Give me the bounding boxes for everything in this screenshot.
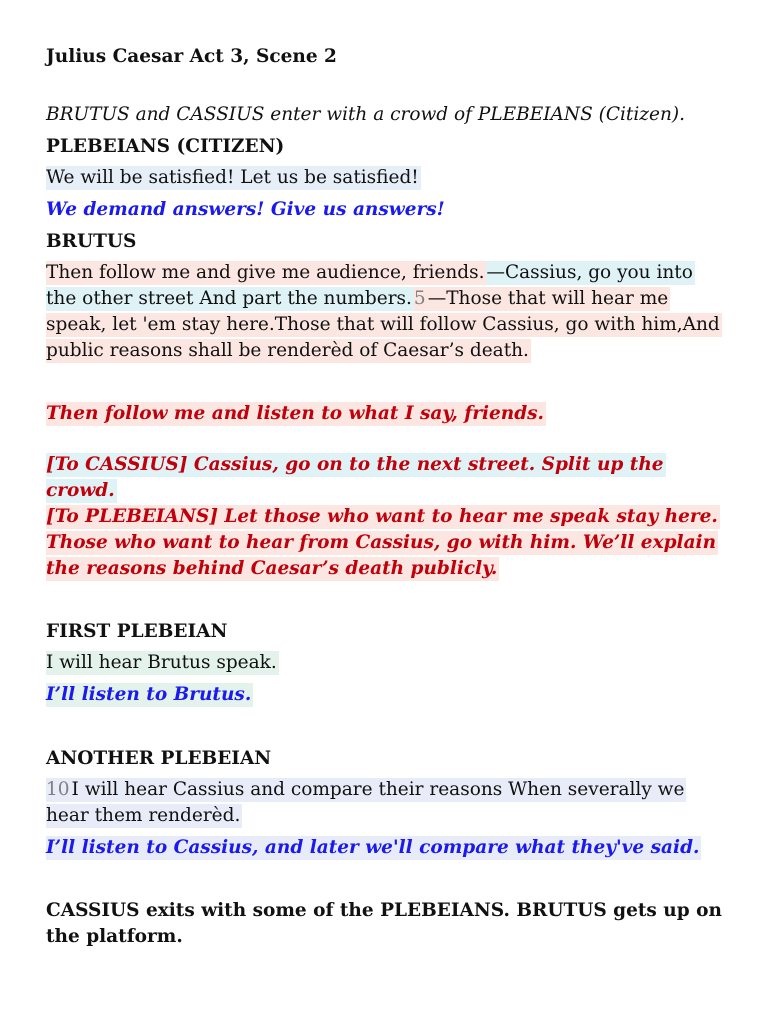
- speaker-plebeians: PLEBEIANS (CITIZEN): [46, 136, 285, 157]
- brutus-modern-paragraph-1: [46, 401, 546, 427]
- speaker-another-plebeian: ANOTHER PLEBEIAN: [46, 748, 272, 769]
- speaker-first-plebeian: FIRST PLEBEIAN: [46, 621, 228, 642]
- brutus-modern-paragraph-3: [46, 504, 721, 582]
- plebeians-original-line: [46, 165, 421, 191]
- brutus-original-part1: Then follow me and give me audience, friends.: [46, 262, 485, 283]
- brutus-original-part3: —Those that will hear me speak, let 'em stay here.Those that will follow Cassius, go with him,And public reasons shall be renderèd of Caesar’s death.: [46, 288, 720, 361]
- another-plebeian-original-text: I will hear Cassius and compare their reasons When severally we hear them renderèd.: [46, 779, 685, 826]
- brutus-modern-text-3: [To PLEBEIANS] Let those who want to hear me speak stay here. Those who want to hear from Cassius, go with him. We’ll explain the reasons behind Caesar’s death publicly.: [46, 506, 718, 579]
- another-plebeian-modern-text: I’ll listen to Cassius, and later we'll compare what they've said.: [46, 837, 700, 858]
- speaker-brutus: BRUTUS: [46, 231, 137, 252]
- first-plebeian-modern-text: I’ll listen to Brutus.: [46, 684, 252, 705]
- brutus-original-speech: [46, 260, 726, 364]
- plebeians-original-text: We will be satisfied! Let us be satisfied!: [46, 167, 419, 188]
- brutus-line-number: 5: [413, 288, 426, 309]
- page-title: Julius Caesar Act 3, Scene 2: [46, 46, 337, 67]
- brutus-original-part2: —Cassius, go you into the other street And part the numbers.: [46, 262, 693, 309]
- brutus-modern-text-1: Then follow me and listen to what I say, friends.: [46, 403, 544, 424]
- first-plebeian-original-line: [46, 650, 279, 676]
- another-plebeian-original-speech: [46, 777, 726, 829]
- brutus-modern-paragraph-2: [46, 452, 726, 504]
- first-plebeian-original-text: I will hear Brutus speak.: [46, 652, 277, 673]
- another-plebeian-modern-line: [46, 835, 701, 861]
- stage-direction-entrance: BRUTUS and CASSIUS enter with a crowd of PLEBEIANS (Citizen).: [46, 104, 685, 125]
- plebeians-modern-line: We demand answers! Give us answers!: [46, 199, 445, 220]
- first-plebeian-modern-line: [46, 682, 253, 708]
- stage-direction-exit: CASSIUS exits with some of the PLEBEIANS. BRUTUS gets up on the platform.: [46, 900, 722, 947]
- brutus-modern-text-2: [To CASSIUS] Cassius, go on to the next street. Split up the crowd.: [46, 454, 664, 501]
- another-plebeian-line-number: 10: [46, 779, 70, 800]
